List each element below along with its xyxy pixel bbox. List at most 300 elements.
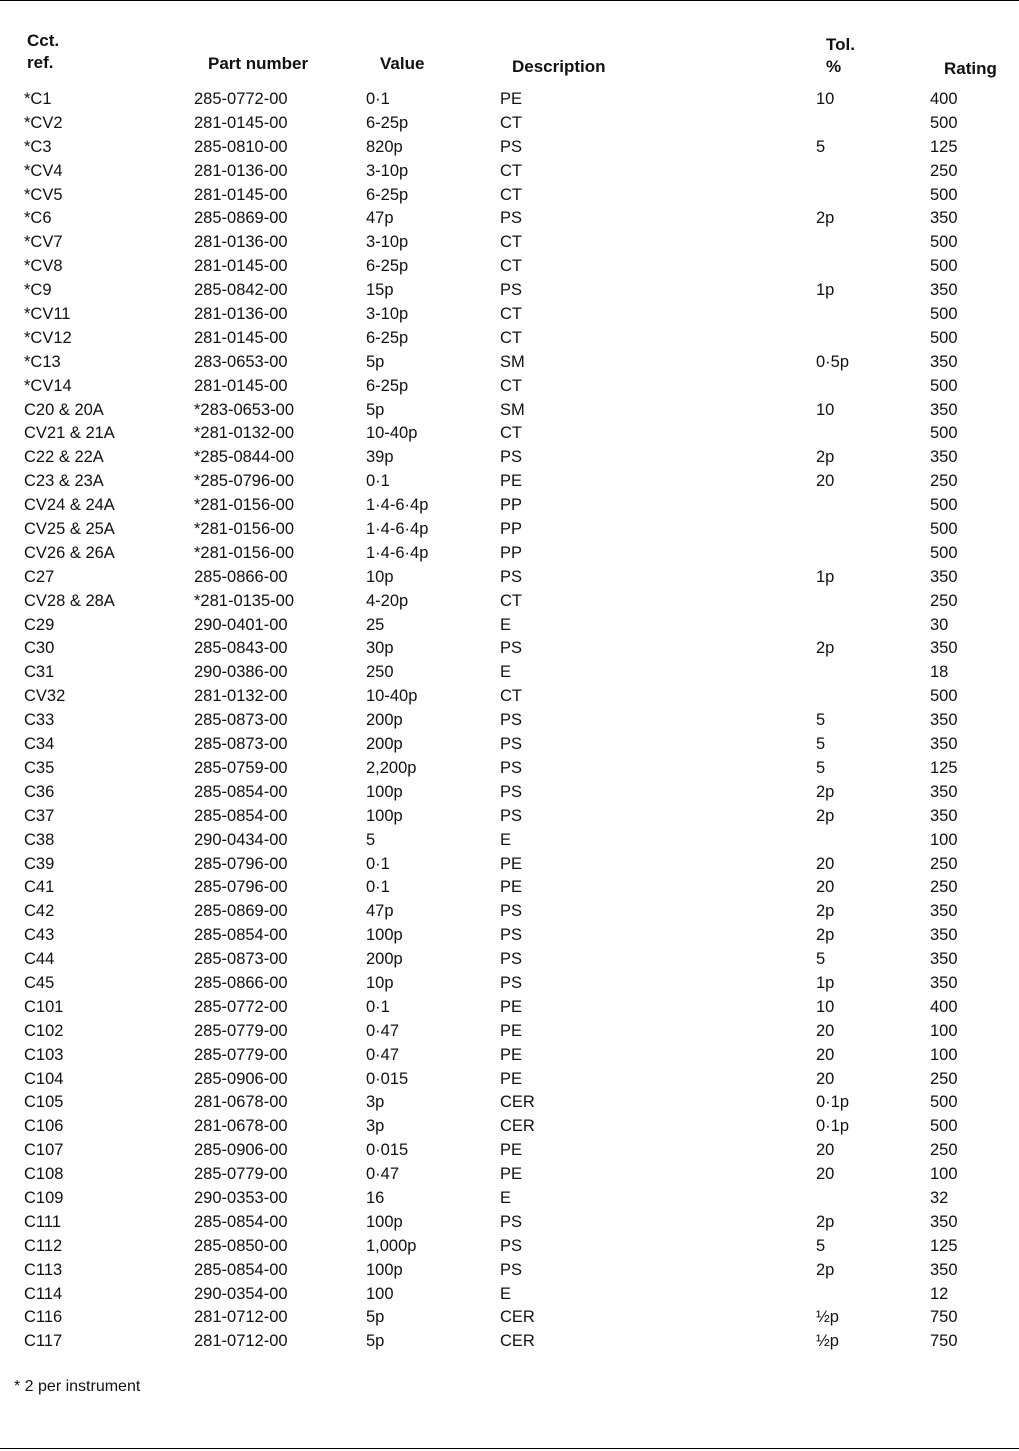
- cell-part-number: 290-0434-00: [194, 830, 288, 849]
- cell-tolerance: 5: [816, 137, 826, 156]
- cell-part-number: 285-0854-00: [194, 782, 288, 801]
- table-row: [0, 184, 1019, 208]
- cell-part-number: 285-0866-00: [194, 567, 288, 586]
- cell-rating: 350: [930, 209, 958, 228]
- cell-tolerance: 0·1p: [816, 1093, 850, 1112]
- table-row: [0, 494, 1019, 518]
- cell-rating: 350: [930, 806, 958, 825]
- cell-ref: C104: [24, 1069, 64, 1088]
- cell-description: PP: [500, 520, 523, 539]
- cell-value: 6-25p: [366, 185, 409, 204]
- cell-tolerance: 20: [816, 1021, 835, 1040]
- cell-part-number: 281-0132-00: [194, 687, 288, 706]
- table-row: [0, 1044, 1019, 1068]
- cell-value: 100p: [366, 1260, 403, 1279]
- cell-rating: 350: [930, 926, 958, 945]
- cell-description: PE: [500, 854, 523, 873]
- cell-value: 0·015: [366, 1069, 409, 1088]
- cell-description: PE: [500, 1165, 523, 1184]
- cell-rating: 18: [930, 663, 949, 682]
- cell-ref: C36: [24, 782, 55, 801]
- header-value: Value: [380, 54, 425, 73]
- table-row: [0, 160, 1019, 184]
- cell-rating: 100: [930, 1045, 958, 1064]
- cell-tolerance: 20: [816, 1141, 835, 1160]
- cell-value: 3-10p: [366, 233, 409, 252]
- cell-ref: C35: [24, 758, 55, 777]
- cell-part-number: 290-0354-00: [194, 1284, 288, 1303]
- cell-ref: C29: [24, 615, 55, 634]
- cell-rating: 350: [930, 1260, 958, 1279]
- cell-tolerance: 2p: [816, 806, 835, 825]
- cell-value: 100p: [366, 806, 403, 825]
- cell-tolerance: 20: [816, 472, 835, 491]
- cell-rating: 350: [930, 281, 958, 300]
- cell-value: 100p: [366, 1212, 403, 1231]
- cell-value: 250: [366, 663, 394, 682]
- cell-value: 2,200p: [366, 758, 417, 777]
- cell-description: CT: [500, 687, 522, 706]
- cell-part-number: 285-0906-00: [194, 1141, 288, 1160]
- cell-part-number: 285-0854-00: [194, 806, 288, 825]
- cell-rating: 400: [930, 997, 958, 1016]
- cell-ref: C102: [24, 1021, 64, 1040]
- cell-rating: 12: [930, 1284, 949, 1303]
- cell-ref: C41: [24, 878, 55, 897]
- cell-rating: 350: [930, 782, 958, 801]
- cell-description: PS: [500, 1212, 523, 1231]
- cell-rating: 250: [930, 854, 958, 873]
- cell-part-number: 285-0796-00: [194, 854, 288, 873]
- cell-description: CT: [500, 328, 522, 347]
- cell-description: CT: [500, 424, 522, 443]
- cell-tolerance: 1p: [816, 567, 835, 586]
- cell-rating: 500: [930, 424, 958, 443]
- cell-ref: C42: [24, 902, 55, 921]
- cell-description: CT: [500, 161, 522, 180]
- cell-tolerance: 0·5p: [816, 352, 850, 371]
- cell-tolerance: 5: [816, 758, 826, 777]
- cell-part-number: 285-0843-00: [194, 639, 288, 658]
- cell-ref: *CV4: [24, 161, 63, 180]
- cell-ref: CV26 & 26A: [24, 543, 115, 562]
- table-row: [0, 1235, 1019, 1259]
- cell-rating: 750: [930, 1308, 958, 1327]
- cell-ref: *CV8: [24, 257, 63, 276]
- cell-rating: 250: [930, 1141, 958, 1160]
- cell-value: 10p: [366, 567, 394, 586]
- top-rule: [0, 0, 1019, 1]
- cell-part-number: 285-0873-00: [194, 950, 288, 969]
- cell-part-number: *285-0844-00: [194, 448, 294, 467]
- cell-value: 3-10p: [366, 161, 409, 180]
- cell-description: PE: [500, 997, 523, 1016]
- cell-part-number: 285-0779-00: [194, 1045, 288, 1064]
- cell-ref: C116: [24, 1308, 63, 1327]
- cell-value: 39p: [366, 448, 394, 467]
- cell-tolerance: 20: [816, 878, 835, 897]
- cell-rating: 250: [930, 1069, 958, 1088]
- cell-ref: C111: [24, 1212, 61, 1231]
- cell-ref: *CV12: [24, 328, 72, 347]
- cell-value: 6-25p: [366, 328, 409, 347]
- cell-description: E: [500, 1284, 512, 1303]
- cell-rating: 500: [930, 257, 958, 276]
- table-row: [0, 1068, 1019, 1092]
- cell-tolerance: ½p: [816, 1308, 839, 1327]
- cell-description: PS: [500, 735, 523, 754]
- cell-rating: 500: [930, 687, 958, 706]
- table-row: [0, 853, 1019, 877]
- cell-value: 6-25p: [366, 113, 409, 132]
- cell-value: 25: [366, 615, 385, 634]
- cell-part-number: 281-0145-00: [194, 185, 288, 204]
- table-row: [0, 470, 1019, 494]
- cell-description: PS: [500, 448, 523, 467]
- cell-rating: 350: [930, 639, 958, 658]
- cell-value: 0·015: [366, 1141, 409, 1160]
- cell-rating: 350: [930, 567, 958, 586]
- cell-tolerance: 10: [816, 400, 835, 419]
- cell-part-number: 281-0145-00: [194, 113, 288, 132]
- cell-tolerance: 10: [816, 997, 835, 1016]
- table-row: [0, 805, 1019, 829]
- cell-ref: *CV11: [24, 305, 71, 324]
- cell-part-number: 285-0779-00: [194, 1021, 288, 1040]
- cell-description: CT: [500, 113, 522, 132]
- cell-description: PE: [500, 472, 523, 491]
- cell-description: PS: [500, 973, 523, 992]
- cell-value: 5p: [366, 352, 385, 371]
- cell-rating: 350: [930, 448, 958, 467]
- cell-value: 820p: [366, 137, 403, 156]
- cell-rating: 30: [930, 615, 949, 634]
- cell-rating: 400: [930, 90, 958, 108]
- cell-description: PE: [500, 1141, 523, 1160]
- cell-tolerance: 2p: [816, 782, 835, 801]
- cell-tolerance: 2p: [816, 926, 835, 945]
- cell-ref: C107: [24, 1141, 64, 1160]
- cell-description: PE: [500, 90, 523, 108]
- cell-ref: C114: [24, 1284, 63, 1303]
- cell-ref: *CV7: [24, 233, 63, 252]
- header-description: Description: [512, 57, 606, 76]
- cell-ref: CV28 & 28A: [24, 591, 115, 610]
- cell-part-number: 281-0678-00: [194, 1093, 288, 1112]
- table-row: [0, 422, 1019, 446]
- cell-value: 15p: [366, 281, 394, 300]
- cell-part-number: 285-0873-00: [194, 711, 288, 730]
- cell-value: 47p: [366, 902, 394, 921]
- cell-description: SM: [500, 352, 525, 371]
- table-row: [0, 351, 1019, 375]
- parts-table: [0, 88, 1019, 1354]
- cell-description: E: [500, 1188, 512, 1207]
- cell-part-number: 285-0854-00: [194, 1212, 288, 1231]
- cell-value: 5p: [366, 400, 385, 419]
- cell-description: CT: [500, 185, 522, 204]
- cell-description: PS: [500, 711, 523, 730]
- cell-part-number: 290-0401-00: [194, 615, 288, 634]
- table-row: [0, 1091, 1019, 1115]
- table-row: [0, 996, 1019, 1020]
- table-row: [0, 972, 1019, 996]
- cell-ref: C106: [24, 1117, 64, 1136]
- table-row: [0, 136, 1019, 160]
- cell-ref: *C6: [24, 209, 52, 228]
- cell-description: PS: [500, 782, 523, 801]
- cell-value: 200p: [366, 711, 403, 730]
- cell-part-number: 285-0779-00: [194, 1165, 288, 1184]
- cell-tolerance: 10: [816, 90, 835, 108]
- cell-rating: 350: [930, 1212, 958, 1231]
- cell-ref: CV32: [24, 687, 66, 706]
- cell-part-number: *285-0796-00: [194, 472, 294, 491]
- cell-ref: C22 & 22A: [24, 448, 104, 467]
- cell-value: 0·1: [366, 878, 390, 897]
- table-row: [0, 757, 1019, 781]
- cell-part-number: 283-0653-00: [194, 352, 288, 371]
- cell-part-number: 285-0850-00: [194, 1236, 288, 1255]
- cell-ref: C105: [24, 1093, 64, 1112]
- cell-part-number: 285-0869-00: [194, 902, 288, 921]
- cell-tolerance: 2p: [816, 209, 835, 228]
- cell-ref: C23 & 23A: [24, 472, 104, 491]
- cell-ref: *C13: [24, 352, 61, 371]
- cell-rating: 350: [930, 400, 958, 419]
- cell-tolerance: 5: [816, 711, 826, 730]
- cell-tolerance: 2p: [816, 448, 835, 467]
- cell-rating: 500: [930, 496, 958, 515]
- cell-rating: 350: [930, 735, 958, 754]
- cell-rating: 250: [930, 161, 958, 180]
- table-row: [0, 1163, 1019, 1187]
- cell-part-number: 285-0842-00: [194, 281, 288, 300]
- cell-rating: 500: [930, 185, 958, 204]
- cell-tolerance: 20: [816, 1045, 835, 1064]
- cell-value: 6-25p: [366, 257, 409, 276]
- cell-description: CT: [500, 591, 522, 610]
- cell-tolerance: 5: [816, 1236, 826, 1255]
- cell-ref: C38: [24, 830, 55, 849]
- cell-part-number: *281-0156-00: [194, 496, 294, 515]
- table-row: [0, 829, 1019, 853]
- cell-part-number: 281-0136-00: [194, 305, 288, 324]
- cell-ref: CV25 & 25A: [24, 520, 115, 539]
- cell-description: CT: [500, 233, 522, 252]
- cell-part-number: 285-0796-00: [194, 878, 288, 897]
- cell-rating: 500: [930, 376, 958, 395]
- cell-value: 1·4-6·4p: [366, 520, 429, 539]
- cell-ref: C109: [24, 1188, 64, 1207]
- cell-value: 0·47: [366, 1165, 400, 1184]
- cell-ref: *CV2: [24, 113, 63, 132]
- cell-part-number: 285-0772-00: [194, 90, 288, 108]
- cell-description: PS: [500, 1260, 523, 1279]
- cell-ref: C45: [24, 973, 55, 992]
- cell-rating: 350: [930, 352, 958, 371]
- cell-value: 5: [366, 830, 376, 849]
- cell-part-number: 290-0353-00: [194, 1188, 288, 1207]
- cell-value: 30p: [366, 639, 394, 658]
- cell-value: 0·1: [366, 997, 390, 1016]
- cell-ref: C117: [24, 1332, 63, 1351]
- cell-tolerance: 2p: [816, 1212, 835, 1231]
- cell-rating: 500: [930, 1093, 958, 1112]
- cell-ref: *C3: [24, 137, 52, 156]
- cell-part-number: 281-0145-00: [194, 376, 288, 395]
- cell-part-number: 281-0712-00: [194, 1308, 288, 1327]
- cell-description: CT: [500, 305, 522, 324]
- table-row: [0, 924, 1019, 948]
- cell-description: PS: [500, 1236, 523, 1255]
- cell-description: CER: [500, 1308, 535, 1327]
- cell-description: PE: [500, 1069, 523, 1088]
- cell-ref: C39: [24, 854, 55, 873]
- cell-tolerance: 1p: [816, 281, 835, 300]
- cell-ref: C31: [24, 663, 55, 682]
- cell-part-number: *281-0135-00: [194, 591, 294, 610]
- cell-tolerance: 20: [816, 1069, 835, 1088]
- cell-part-number: *283-0653-00: [194, 400, 294, 419]
- cell-description: PP: [500, 496, 523, 515]
- cell-value: 3-10p: [366, 305, 409, 324]
- table-row: [0, 1330, 1019, 1354]
- cell-ref: C37: [24, 806, 55, 825]
- cell-tolerance: 2p: [816, 1260, 835, 1279]
- table-row: [0, 637, 1019, 661]
- table-row: [0, 1020, 1019, 1044]
- cell-description: E: [500, 663, 512, 682]
- table-row: [0, 375, 1019, 399]
- cell-value: 47p: [366, 209, 394, 228]
- cell-description: CT: [500, 376, 522, 395]
- cell-value: 5p: [366, 1332, 385, 1351]
- cell-tolerance: 20: [816, 1165, 835, 1184]
- table-row: [0, 1306, 1019, 1330]
- cell-rating: 500: [930, 305, 958, 324]
- cell-ref: C101: [24, 997, 64, 1016]
- cell-ref: C108: [24, 1165, 64, 1184]
- cell-ref: *CV14: [24, 376, 72, 395]
- cell-value: 5p: [366, 1308, 385, 1327]
- cell-description: PS: [500, 567, 523, 586]
- cell-rating: 250: [930, 472, 958, 491]
- cell-description: E: [500, 615, 512, 634]
- cell-part-number: 281-0145-00: [194, 328, 288, 347]
- cell-description: E: [500, 830, 512, 849]
- cell-tolerance: 2p: [816, 902, 835, 921]
- table-row: [0, 231, 1019, 255]
- header-rating: Rating: [944, 59, 997, 78]
- cell-tolerance: 5: [816, 950, 826, 969]
- cell-part-number: 285-0869-00: [194, 209, 288, 228]
- cell-tolerance: 20: [816, 854, 835, 873]
- cell-part-number: 281-0145-00: [194, 257, 288, 276]
- cell-value: 0·1: [366, 90, 390, 108]
- cell-value: 3p: [366, 1117, 385, 1136]
- cell-part-number: *281-0156-00: [194, 520, 294, 539]
- table-row: [0, 1139, 1019, 1163]
- table-row: [0, 566, 1019, 590]
- table-row: [0, 88, 1019, 112]
- cell-rating: 500: [930, 113, 958, 132]
- cell-part-number: 281-0136-00: [194, 233, 288, 252]
- cell-rating: 125: [930, 758, 958, 777]
- table-row: [0, 685, 1019, 709]
- cell-ref: C34: [24, 735, 55, 754]
- cell-value: 1,000p: [366, 1236, 417, 1255]
- cell-rating: 350: [930, 902, 958, 921]
- cell-rating: 500: [930, 233, 958, 252]
- cell-ref: CV24 & 24A: [24, 496, 115, 515]
- cell-description: PE: [500, 1021, 523, 1040]
- cell-ref: *C9: [24, 281, 52, 300]
- cell-rating: 350: [930, 973, 958, 992]
- table-row: [0, 542, 1019, 566]
- cell-part-number: *281-0156-00: [194, 543, 294, 562]
- cell-ref: C33: [24, 711, 55, 730]
- cell-ref: C44: [24, 950, 55, 969]
- cell-ref: C112: [24, 1236, 63, 1255]
- cell-value: 10-40p: [366, 424, 418, 443]
- cell-part-number: *281-0132-00: [194, 424, 294, 443]
- table-row: [0, 327, 1019, 351]
- table-row: [0, 948, 1019, 972]
- table-row: [0, 303, 1019, 327]
- cell-tolerance: 1p: [816, 973, 835, 992]
- cell-rating: 100: [930, 1021, 958, 1040]
- cell-value: 200p: [366, 735, 403, 754]
- cell-ref: *CV5: [24, 185, 63, 204]
- cell-value: 10p: [366, 973, 394, 992]
- cell-description: PS: [500, 137, 523, 156]
- cell-description: PS: [500, 950, 523, 969]
- cell-description: PS: [500, 758, 523, 777]
- cell-part-number: 285-0873-00: [194, 735, 288, 754]
- cell-tolerance: 5: [816, 735, 826, 754]
- cell-value: 100p: [366, 782, 403, 801]
- cell-rating: 100: [930, 830, 958, 849]
- cell-value: 200p: [366, 950, 403, 969]
- cell-value: 0·47: [366, 1021, 400, 1040]
- header-part-number: Part number: [208, 54, 309, 73]
- bottom-rule: [0, 1448, 1019, 1449]
- cell-value: 0·1: [366, 854, 390, 873]
- cell-value: 10-40p: [366, 687, 418, 706]
- cell-value: 16: [366, 1188, 385, 1207]
- cell-description: PE: [500, 878, 523, 897]
- cell-part-number: 285-0906-00: [194, 1069, 288, 1088]
- header-tolerance: Tol. %: [826, 35, 855, 76]
- table-row: [0, 1259, 1019, 1283]
- cell-description: PS: [500, 281, 523, 300]
- cell-ref: C27: [24, 567, 55, 586]
- cell-description: SM: [500, 400, 525, 419]
- cell-value: 6-25p: [366, 376, 409, 395]
- cell-description: PS: [500, 209, 523, 228]
- cell-rating: 32: [930, 1188, 949, 1207]
- cell-rating: 350: [930, 950, 958, 969]
- cell-part-number: 285-0854-00: [194, 1260, 288, 1279]
- cell-rating: 250: [930, 591, 958, 610]
- cell-ref: C30: [24, 639, 55, 658]
- table-row: [0, 518, 1019, 542]
- cell-rating: 750: [930, 1332, 958, 1351]
- table-row: [0, 1283, 1019, 1307]
- cell-description: CT: [500, 257, 522, 276]
- cell-value: 100: [366, 1284, 394, 1303]
